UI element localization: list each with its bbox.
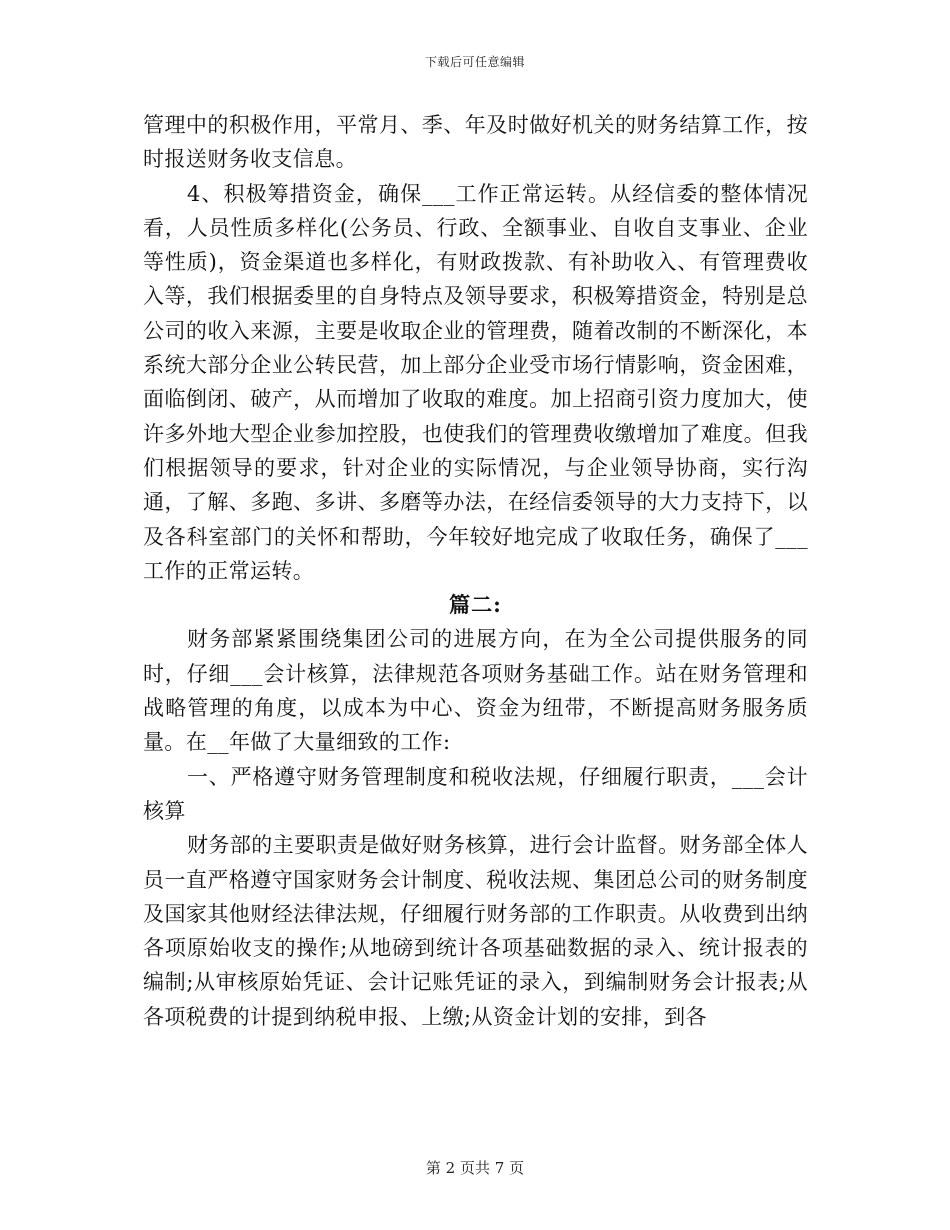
section-title: 篇二: xyxy=(449,592,502,618)
paragraph-duties: 财务部的主要职责是做好财务核算，进行会计监督。财务部全体人员一直严格遵守国家财务会计制度、税收法规、集团总公司的财务制度及国家其他财经法律法规，仔细履行财务部的工作职责。从收费到出纳各项原始收支的操作;从地磅到统计各项基础数据的录入、统计报表的编制;从审核原始凭证、会计记账凭证的录入，到编制财务会计报表;从各项税费的计提到纳税申报、上缴;从资金计划的安排，到各 xyxy=(143,833,808,1029)
paragraph-continuation: 管理中的积极作用，平常月、季、年及时做好机关的财务结算工作，按时报送财务收支信息。 xyxy=(143,113,808,172)
page-header: 下载后可任意编辑 xyxy=(424,55,525,69)
paragraph-fundraising: 4、积极筹措资金，确保___工作正常运转。从经信委的整体情况看，人员性质多样化(公务员、行政、全额事业、自收自支事业、企业等性质)，资金渠道也多样化，有财政拨款、有补助收入、有管理费收入等，我们根据委里的自身特点及领导要求，积极筹措资金，特别是总公司的收入来源，主要是收取企业的管理费，随着改制的不断深化，本系统大部分企业公转民营，加上部分企业受市场行情影响，资金困难，面临倒闭、破产，从而增加了收取的难度。加上招商引资力度加大，使许多外地大型企业参加控股，也使我们的管理费收缴增加了难度。但我们根据领导的要求，针对企业的实际情况，与企业领导协商，实行沟通，了解、多跑、多讲、多磨等办法，在经信委领导的大力支持下，以及各科室部门的关怀和帮助，今年较好地完成了收取任务，确保了___工作的正常运转。 xyxy=(143,181,808,583)
page-footer: 第 2 页共 7 页 xyxy=(425,1159,525,1177)
paragraph-intro: 财务部紧紧围绕集团公司的进展方向，在为全公司提供服务的同时，仔细___会计核算，法律规范各项财务基础工作。站在财务管理和战略管理的角度，以成本为中心、资金为纽带，不断提高财务服务质量。在__年做了大量细致的工作: xyxy=(143,627,808,755)
heading-one: 一、严格遵守财务管理制度和税收法规，仔细履行职责，___会计核算 xyxy=(143,764,808,823)
document-body xyxy=(143,108,808,1034)
